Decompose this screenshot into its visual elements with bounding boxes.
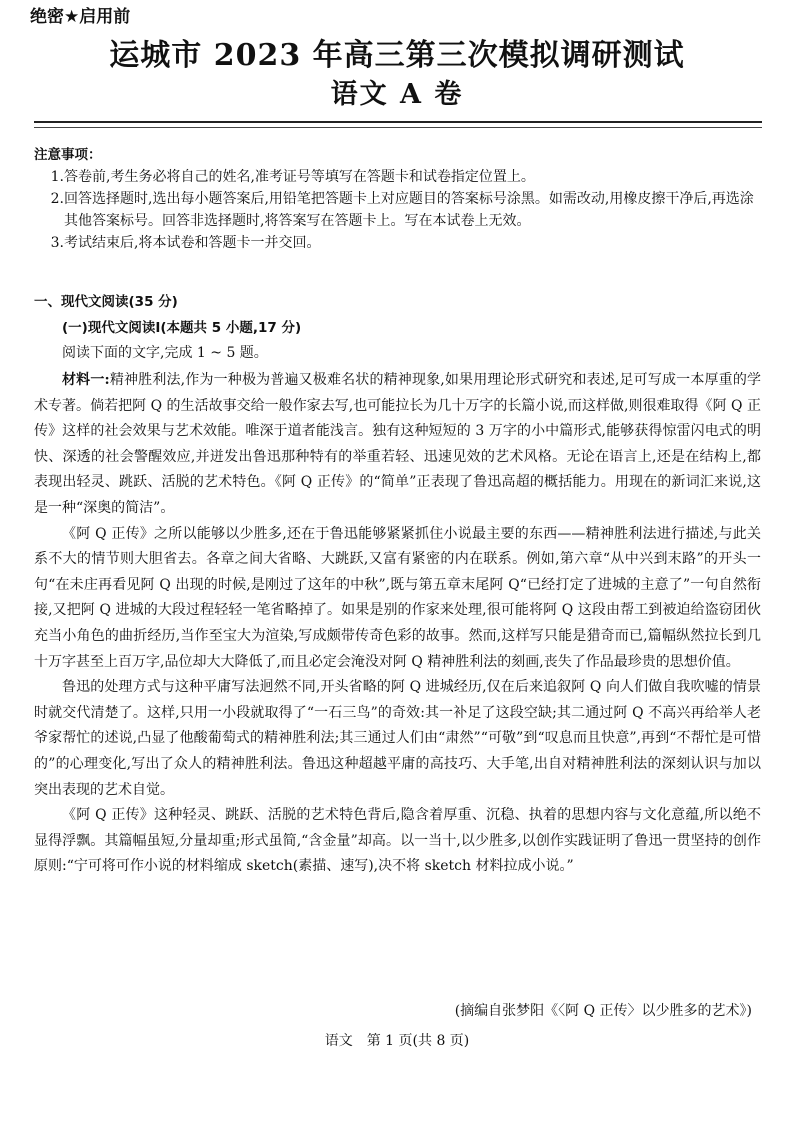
exam-title: 运城市 2023 年高三第三次模拟调研测试 <box>109 38 685 73</box>
notice-number: 2. <box>50 191 64 207</box>
notice-heading: 注意事项： <box>34 147 102 163</box>
notice-item <box>34 232 760 254</box>
notice-item <box>34 188 760 232</box>
material-paragraph: 鲁迅的处理方式与这种平庸写法迥然不同,开头省略的阿 Q 进城经历,仅在后来追叙阿 Q 向人们做自我吹嘘的情景时就交代清楚了。这样,只用一小段就取得了“一石三鸟”的奇效:其一补足了这段空缺;其二通过阿 Q 不高兴再给举人老爷家帮忙的述说,凸显了他酸葡萄式的精神胜利法;其三通过人们由“肃然”“可敬”到“叹息而且快意”,再到“不帮忙是可惜的”的心理变化,写出了众人的精神胜利法。鲁迅这种超越平庸的高技巧、大手笔,出自对精神胜利法的深刻认识与加以突出表现的艺术自觉。 <box>34 679 761 798</box>
notice-number: 1. <box>50 169 64 185</box>
header-rule-thin <box>34 127 762 128</box>
notice-item <box>34 166 760 188</box>
material-lead: 材料一: <box>62 372 110 388</box>
material-paragraph: 《阿 Q 正传》之所以能够以少胜多,还在于鲁迅能够紧紧抓住小说最主要的东西——精神胜利法进行描述,与此关系不大的情节则大胆省去。各章之间大省略、大跳跃,又富有紧密的内在联系。例如,第六章“从中兴到末路”的开头一句“在未庄再看见阿 Q 出现的时候,是刚过了这年的中秋”,既与第五章末尾阿 Q“已经打定了进城的主意了”一句自然衔接,又把阿 Q 进城的大段过程轻轻一笔省略掉了。如果是别的作家来处理,很可能将阿 Q 这段由帮工到被迫给盗窃团伙充当小角色的曲折经历,当作至宝大为渲染,写成颇带传奇色彩的故事。然而,这样写只能是猎奇而已,篇幅纵然拉长到几十万字甚至上百万字,品位却大大降低了,而且必定会淹没对阿 Q 精神胜利法的刻画,丧失了作品最珍贵的思想价值。 <box>34 525 761 670</box>
source-citation: (摘编自张梦阳《〈阿 Q 正传〉以少胜多的艺术》) <box>454 1003 752 1019</box>
exam-subtitle: 语文 A 卷 <box>330 79 464 110</box>
material-paragraph <box>34 368 761 522</box>
material-body <box>34 368 761 880</box>
section-title: 一、现代文阅读(35 分) <box>34 294 178 310</box>
notice-text: 答卷前,考生务必将自己的姓名,准考证号等填写在答题卡和试卷指定位置上。 <box>64 169 535 185</box>
material-paragraph: 《阿 Q 正传》这种轻灵、跳跃、活脱的艺术特色背后,隐含着厚重、沉稳、执着的思想内容与文化意蕴,所以绝不显得浮飘。其篇幅虽短,分量却重;形式虽简,“含金量”却高。以一当十,以少胜多,以创作实践证明了鲁迅一贯坚持的创作原则:“宁可将可作小说的材料缩成 sketch(素描、速写),决不将 sketch 材料拉成小说。” <box>34 807 761 875</box>
notice-list <box>34 166 760 254</box>
notice-text: 回答选择题时,选出每小题答案后,用铅笔把答题卡上对应题目的答案标号涂黑。如需改动,用橡皮擦干净后,再选涂其他答案标号。回答非选择题时,将答案写在答题卡上。写在本试卷上无效。 <box>64 191 754 229</box>
notice-number: 3. <box>50 235 64 251</box>
paragraph-text: 精神胜利法,作为一种极为普遍又极难名状的精神现象,如果用理论形式研究和表述,足可写成一本厚重的学术专著。倘若把阿 Q 的生活故事交给一般作家去写,也可能拉长为几十万字的长篇小说,而这样做,则很难取得《阿 Q 正传》这样的社会效果与艺术效能。唯深于道者能浅言。独有这种短短的 3 万字的小中篇形式,能够获得惊雷闪电式的明快、深透的社会警醒效应,并迸发出鲁迅那种特有的举重若轻、迅速见效的艺术风格。无论在语言上,还是在结构上,都表现出轻灵、跳跃、活脱的艺术特色。《阿 Q 正传》的“简单”正表现了鲁迅高超的概括能力。用现在的新词汇来说,这是一种“深奥的简洁”。 <box>34 372 761 516</box>
subsection-title: (一)现代文阅读Ⅰ(本题共 5 小题,17 分) <box>62 320 302 336</box>
confidential-mark: 绝密★启用前 <box>30 7 131 27</box>
notice-text: 考试结束后,将本试卷和答题卡一并交回。 <box>64 235 321 251</box>
page-footer: 语文 第 1 页(共 8 页) <box>324 1033 470 1049</box>
header-rule-thick <box>34 121 762 123</box>
reading-instruction: 阅读下面的文字,完成 1 ~ 5 题。 <box>62 345 268 361</box>
